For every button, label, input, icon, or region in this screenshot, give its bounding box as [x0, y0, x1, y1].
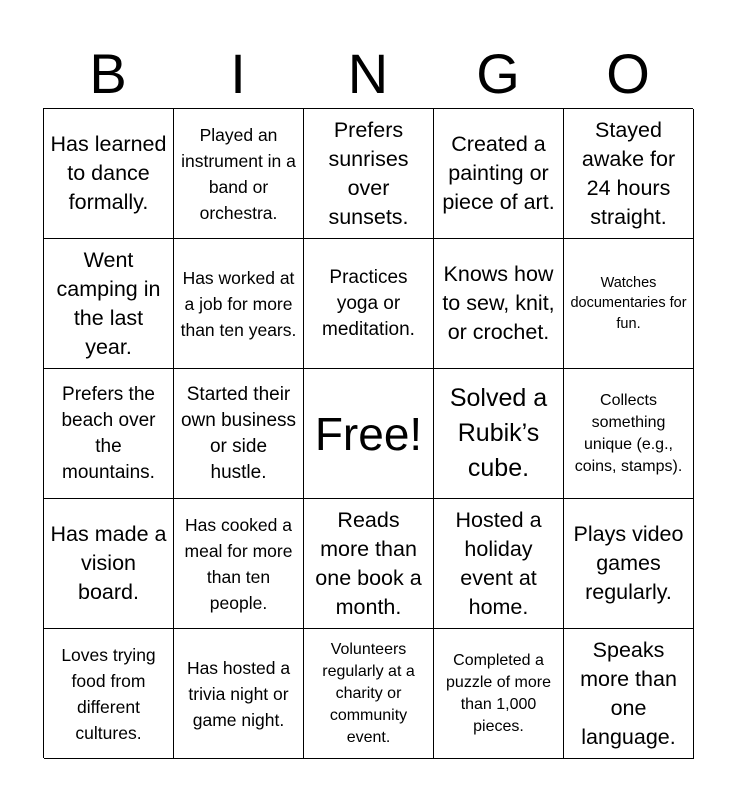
bingo-cell[interactable] [44, 369, 174, 499]
header-letter-n: N [347, 42, 389, 105]
bingo-cell[interactable] [44, 499, 174, 629]
free-space-text: Free! [314, 407, 423, 460]
cell-text: Hosted a holiday event at home. [455, 507, 542, 619]
cell-text: Has learned to dance formally. [50, 132, 167, 214]
bingo-cell[interactable] [174, 369, 304, 499]
bingo-cell[interactable] [304, 499, 434, 629]
cell-text: Volunteers regularly at a charity or community event. [322, 640, 415, 746]
bingo-cell[interactable] [434, 109, 564, 239]
bingo-cell[interactable] [564, 629, 694, 759]
cell-text: Plays video games regularly. [573, 522, 684, 604]
bingo-header [43, 40, 693, 108]
bingo-cell[interactable] [304, 239, 434, 369]
bingo-cell[interactable] [174, 239, 304, 369]
cell-text: Prefers the beach over the mountains. [61, 383, 156, 483]
cell-text: Has worked at a job for more than ten years. [180, 267, 297, 340]
cell-text: Completed a puzzle of more than 1,000 pieces. [446, 651, 551, 735]
bingo-cell[interactable] [44, 109, 174, 239]
bingo-grid [43, 108, 693, 758]
header-letter-g: G [476, 42, 520, 105]
cell-text: Practices yoga or meditation. [322, 266, 415, 340]
bingo-cell[interactable] [564, 499, 694, 629]
bingo-cell[interactable] [564, 239, 694, 369]
cell-text: Solved a Rubik’s cube. [449, 384, 548, 482]
cell-text: Went camping in the last year. [56, 247, 161, 359]
bingo-cell[interactable] [564, 109, 694, 239]
bingo-cell[interactable] [174, 109, 304, 239]
header-letter-o: O [606, 42, 650, 105]
bingo-cell[interactable] [434, 499, 564, 629]
bingo-cell[interactable] [44, 629, 174, 759]
cell-text: Knows how to sew, knit, or crochet. [442, 262, 555, 344]
cell-text: Loves trying food from different cultures. [61, 644, 156, 743]
cell-text: Has made a vision board. [50, 522, 167, 604]
cell-text: Collects something unique (e.g., coins, stamps). [574, 391, 683, 475]
bingo-cell[interactable] [564, 369, 694, 499]
cell-text: Started their own business or side hustle. [180, 383, 297, 483]
cell-text: Has cooked a meal for more than ten people. [184, 514, 293, 613]
cell-text: Reads more than one book a month. [315, 507, 422, 619]
cell-text: Watches documentaries for fun. [570, 274, 687, 332]
cell-text: Prefers sunrises over sunsets. [328, 117, 409, 229]
bingo-cell[interactable] [174, 499, 304, 629]
free-space-cell[interactable] [304, 369, 434, 499]
header-letter-i: I [230, 42, 246, 105]
cell-text: Stayed awake for 24 hours straight. [581, 117, 676, 229]
bingo-cell[interactable] [174, 629, 304, 759]
cell-text: Created a painting or piece of art. [442, 132, 555, 214]
header-letter-b: B [89, 42, 127, 105]
bingo-cell[interactable] [434, 629, 564, 759]
bingo-cell[interactable] [434, 239, 564, 369]
bingo-cell[interactable] [304, 109, 434, 239]
cell-text: Played an instrument in a band or orchestra. [181, 124, 296, 223]
cell-text: Speaks more than one language. [580, 637, 677, 749]
bingo-cell[interactable] [304, 629, 434, 759]
bingo-cell[interactable] [434, 369, 564, 499]
bingo-cell[interactable] [44, 239, 174, 369]
cell-text: Has hosted a trivia night or game night. [186, 657, 291, 730]
